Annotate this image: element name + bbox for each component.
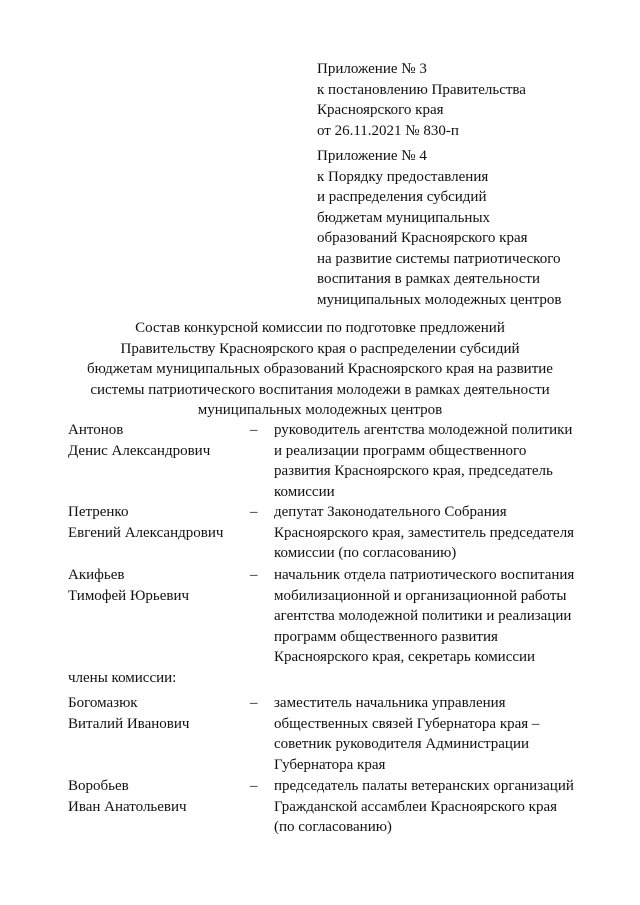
position-line: агентства молодежной политики и реализации: [274, 608, 572, 624]
position-line: Красноярского края, заместитель председателя: [274, 524, 575, 541]
appendix-4-line: образований Красноярского края: [317, 230, 528, 246]
member-position: [274, 565, 594, 668]
dash-separator: –: [250, 567, 258, 583]
position-line: и реализации программ общественного: [274, 442, 527, 459]
document-title: [60, 318, 580, 421]
member-name: [68, 693, 248, 734]
appendix-4-line: муниципальных молодежных центров: [317, 291, 562, 308]
dash-separator: –: [250, 504, 258, 520]
member-given-names: Виталий Иванович: [68, 715, 190, 732]
appendix-4-line: бюджетам муниципальных: [317, 209, 491, 226]
position-line: советник руководителя Администрации: [274, 736, 530, 752]
appendix-4-line: к Порядку предоставления: [317, 168, 489, 185]
position-line: комиссии: [274, 483, 335, 500]
title-line: бюджетам муниципальных образований Красноярского края на развитие: [87, 361, 553, 377]
member-given-names: Тимофей Юрьевич: [68, 587, 190, 604]
position-line: председатель палаты ветеранских организаций: [274, 778, 574, 794]
position-line: начальник отдела патриотического воспитания: [274, 567, 575, 583]
position-line: руководитель агентства молодежной политики: [274, 422, 573, 438]
dash-separator: –: [250, 422, 258, 438]
position-line: общественных связей Губернатора края –: [274, 715, 540, 732]
member-surname: Антонов: [68, 422, 124, 438]
appendix-4-line: на развитие системы патриотического: [317, 250, 561, 267]
appendix-3-line: от 26.11.2021 № 830-п: [317, 122, 459, 139]
position-line: заместитель начальника управления: [274, 695, 506, 711]
appendix-3-line: Приложение № 3: [317, 61, 427, 77]
title-line: муниципальных молодежных центров: [197, 402, 443, 418]
member-surname: Богомазюк: [68, 695, 138, 711]
appendix-4-line: воспитания в рамках деятельности: [317, 271, 540, 287]
member-given-names: Денис Александрович: [68, 442, 211, 459]
dash-separator: –: [250, 778, 258, 794]
member-given-names: Иван Анатольевич: [68, 798, 187, 815]
member-surname: Акифьев: [68, 567, 125, 583]
members-label: члены комиссии:: [68, 670, 177, 686]
position-line: (по согласованию): [274, 819, 392, 835]
dash-separator: –: [250, 695, 258, 711]
appendix-4-line: и распределения субсидий: [317, 189, 487, 205]
position-line: мобилизационной и организационной работы: [274, 587, 567, 604]
position-line: депутат Законодательного Собрания: [274, 504, 507, 520]
position-line: Гражданской ассамблеи Красноярского края: [274, 798, 558, 815]
member-given-names: Евгений Александрович: [68, 524, 224, 541]
appendix-3-header: [317, 59, 617, 141]
member-name: [68, 565, 248, 606]
appendix-3-line: Красноярского края: [317, 102, 444, 118]
member-name: [68, 502, 248, 543]
position-line: программ общественного развития: [274, 628, 498, 645]
member-position: [274, 693, 594, 775]
member-name: [68, 420, 248, 461]
position-line: Красноярского края, секретарь комиссии: [274, 649, 536, 665]
member-position: [274, 776, 594, 838]
appendix-3-line: к постановлению Правительства: [317, 81, 526, 98]
member-position: [274, 502, 594, 564]
appendix-4-header: [317, 146, 617, 310]
position-line: развития Красноярского края, председатель: [274, 463, 553, 479]
appendix-4-line: Приложение № 4: [317, 148, 427, 164]
position-line: комиссии (по согласованию): [274, 545, 457, 561]
member-surname: Воробьев: [68, 778, 129, 794]
title-line: Состав конкурсной комиссии по подготовке предложений: [135, 320, 505, 336]
position-line: Губернатора края: [274, 756, 386, 773]
title-line: системы патриотического воспитания молодежи в рамках деятельности: [90, 381, 550, 398]
member-name: [68, 776, 248, 817]
member-surname: Петренко: [68, 504, 129, 520]
member-position: [274, 420, 594, 502]
title-line: Правительству Красноярского края о распределении субсидий: [120, 340, 520, 357]
